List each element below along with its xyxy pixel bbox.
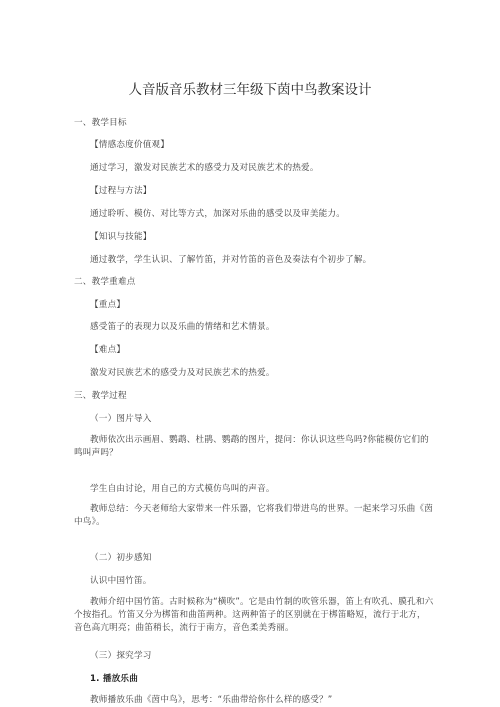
subheading-key: 【重点】	[90, 300, 126, 310]
paragraph-know-flute: 认识中国竹笛。	[90, 576, 152, 586]
section-heading-objectives: 一、教学目标	[74, 118, 127, 128]
paragraph-picture-intro: 教师依次出示画眉、鹦鹉、杜鹃、鹦鹉的图片，提问：你认识这些鸟吗?你能模仿它们的鸣叫声吗？	[74, 435, 429, 458]
subheading-explore: （三）探究学习	[90, 651, 152, 661]
paragraph-student-discussion: 学生自由讨论，用自己的方式模仿鸟叫的声音。	[90, 484, 275, 494]
section-heading-process: 三、教学过程	[74, 391, 127, 401]
paragraph-play-music: 教师播放乐曲《茵中鸟》，思考：“乐曲带给你什么样的感受？”	[90, 695, 333, 705]
document-title: 人音版音乐教材三年级下茵中鸟教案设计	[128, 82, 372, 98]
paragraph-knowledge: 通过教学，学生认识、了解竹笛，并对竹笛的音色及奏法有个初步了解。	[90, 255, 372, 265]
paragraph-flute-intro: 教师介绍中国竹笛。古时候称为“横吹”。它是由竹制的吹管乐器，笛上有吹孔、膜孔和六个按指孔。竹笛又分为梆笛和曲笛两种。这两种笛子的区别就在于梆笛略短，流行于北方，音色高亢明亮；曲笛稍长，流行于南方，音色柔美秀丽。	[74, 597, 434, 633]
subheading-difficulty: 【难点】	[90, 345, 126, 355]
subheading-perception: （二）初步感知	[90, 553, 152, 563]
paragraph-teacher-summary: 教师总结：今天老师给大家带来一件乐器，它将我们带进鸟的世界。一起来学习乐曲《茵中鸟》。	[74, 504, 433, 527]
subheading-intro: （一）图片导入	[90, 414, 152, 424]
paragraph-difficulty: 激发对民族艺术的感受力及对民族艺术的热爱。	[90, 368, 275, 378]
step-play-music: 1. 播放乐曲	[90, 674, 139, 684]
paragraph-key: 感受笛子的表现力以及乐曲的情绪和艺术情景。	[90, 322, 275, 332]
section-heading-key-points: 二、教学重难点	[74, 277, 136, 287]
paragraph-process: 通过聆听、模仿、对比等方式，加深对乐曲的感受以及审美能力。	[90, 209, 346, 219]
subheading-attitude: 【情感态度价值观】	[90, 140, 170, 150]
paragraph-attitude: 通过学习，激发对民族艺术的感受力及对民族艺术的热爱。	[90, 163, 319, 173]
subheading-knowledge: 【知识与技能】	[90, 232, 152, 242]
subheading-process: 【过程与方法】	[90, 186, 152, 196]
